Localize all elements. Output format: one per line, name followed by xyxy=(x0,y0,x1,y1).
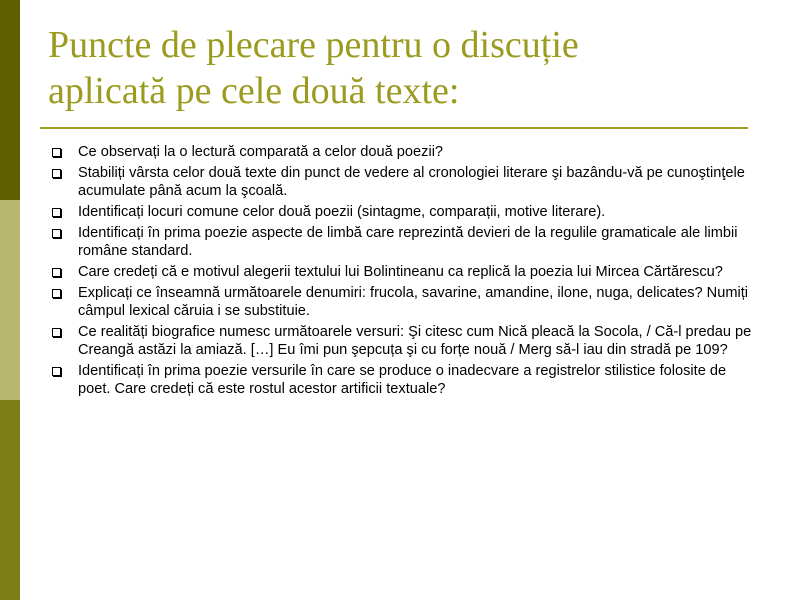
slide-title-line-2: aplicată pe cele două texte: xyxy=(48,70,460,112)
bullet-text: Care credeți că e motivul alegerii textului lui Bolintineanu ca replică la poezia lui Mircea Cărtărescu? xyxy=(78,264,723,280)
square-bullet-icon xyxy=(52,367,61,376)
bullet-item-5 xyxy=(50,263,756,281)
bullet-text: Identificați în prima poezie versurile în care se produce o inadecvare a registrelor stilistice folosite de poet. Care credeți că este rostul acestor artificii textuale? xyxy=(78,363,727,397)
bullet-text: Explicați ce înseamnă următoarele denumiri: frucola, savarine, amandine, ilone, nuga, delicates? Numiți câmpul lexical căruia i se substituie. xyxy=(78,285,749,319)
square-bullet-icon xyxy=(52,148,61,157)
slide-title-line-1: Puncte de plecare pentru o discuție xyxy=(48,24,579,66)
square-bullet-icon xyxy=(52,169,61,178)
title-divider xyxy=(40,127,748,129)
accent-bar-segment-bottom xyxy=(0,400,20,600)
square-bullet-icon xyxy=(52,229,61,238)
bullet-text: Stabiliți vârsta celor două texte din punct de vedere al cronologiei literare şi bazându-vă pe cunoştinţele acumulate până acum la şcoală. xyxy=(78,165,745,199)
accent-bar-segment-top xyxy=(0,0,20,200)
bullet-item-2 xyxy=(50,164,756,200)
left-accent-bar xyxy=(0,0,20,600)
square-bullet-icon xyxy=(52,208,61,217)
bullet-text: Identificați în prima poezie aspecte de limbă care reprezintă devieri de la regulile gramaticale ale limbii române standard. xyxy=(78,225,738,259)
bullet-item-3 xyxy=(50,203,756,221)
bullet-text: Ce observați la o lectură comparată a celor două poezii? xyxy=(78,144,444,160)
bullet-item-1 xyxy=(50,143,756,161)
bullet-item-4 xyxy=(50,224,756,260)
bullet-item-7 xyxy=(50,323,756,359)
bullet-item-6 xyxy=(50,284,756,320)
bullet-text: Identificați locuri comune celor două poezii (sintagme, comparații, motive literare). xyxy=(78,204,606,220)
square-bullet-icon xyxy=(52,289,61,298)
square-bullet-icon xyxy=(52,328,61,337)
bullet-item-8 xyxy=(50,362,756,398)
square-bullet-icon xyxy=(52,268,61,277)
bullet-list xyxy=(50,143,756,401)
accent-bar-segment-middle xyxy=(0,200,20,400)
slide-title xyxy=(48,22,768,114)
bullet-text: Ce realități biografice numesc următoarele versuri: Şi citesc cum Nică pleacă la Socola, / Că-l predau pe Creangă astăzi la amiază. […] Eu îmi pun şepcuța şi cu forțe nouă / Merg să-l iau din stradă pe 109? xyxy=(78,324,752,358)
